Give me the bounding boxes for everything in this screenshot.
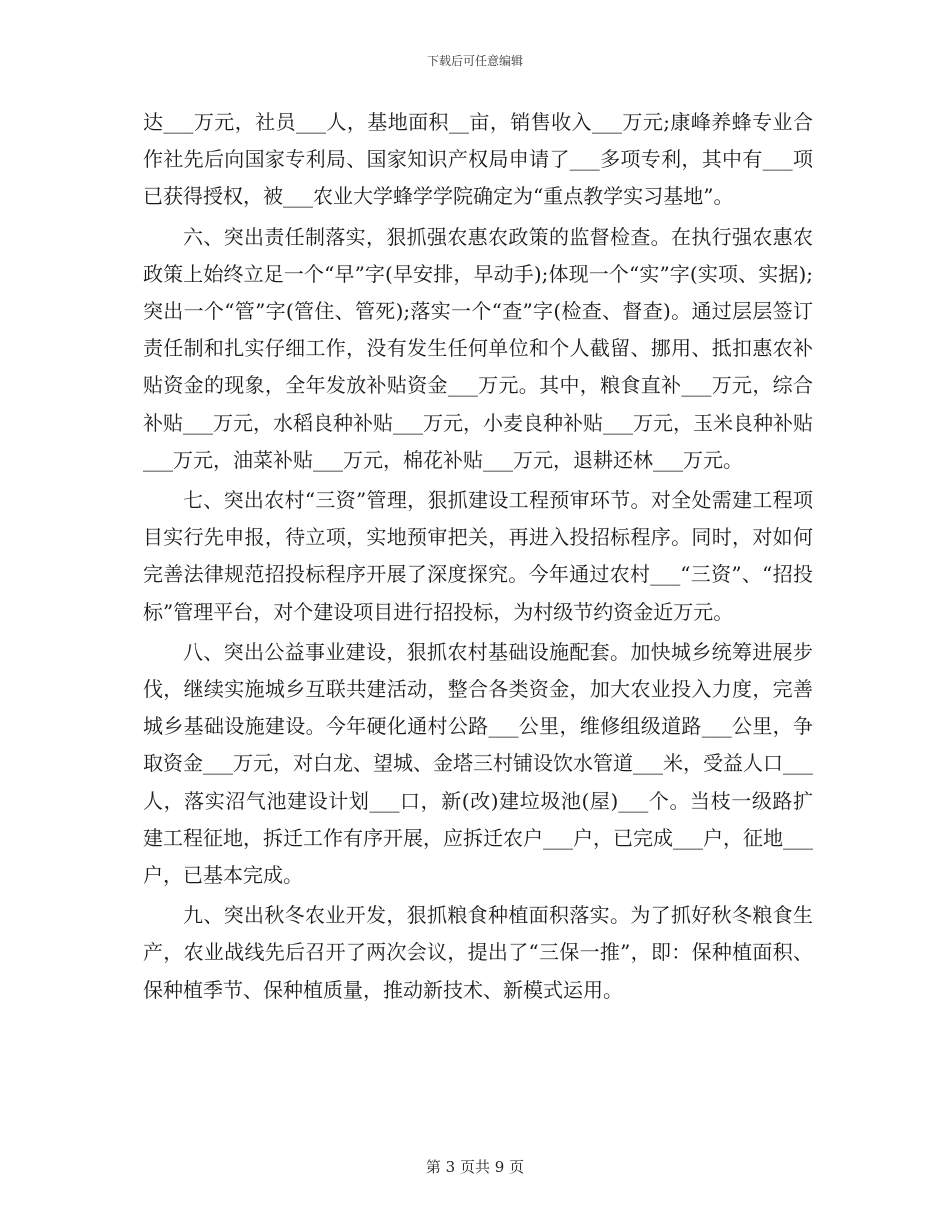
paragraph-continued: 达___万元，社员___人，基地面积__亩，销售收入___万元;康峰养蜂专业合作社先后向国家专利局、国家知识产权局申请了___多项专利，其中有___项已获得授权，被___农业大学蜂学学院确定为“重点教学实习基地”。 — [143, 110, 813, 209]
paragraph-section-8: 八、突出公益事业建设，狠抓农村基础设施配套。加快城乡统筹进展步伐，继续实施城乡互联共建活动，整合各类资金，加大农业投入力度，完善城乡基础设施建设。今年硬化通村公路___公里，维修组级道路___公里，争取资金___万元，对白龙、望城、金塔三村铺设饮水管道___米，受益人口___人，落实沼气池建设计划___口，新(改)建垃圾池(屋)___个。当枝一级路扩建工程征地，拆迁工作有序开展，应拆迁农户___户，已完成___户，征地___户，已基本完成。 — [143, 639, 813, 888]
paragraph-section-7: 七、突出农村“三资”管理，狠抓建设工程预审环节。对全处需建工程项目实行先申报，待立项，实地预审把关，再进入投招标程序。同时，对如何完善法律规范招投标程序开展了深度探究。今年通过农村___“三资”、“招投标”管理平台，对个建设项目进行招投标，为村级节约资金近万元。 — [143, 488, 813, 624]
paragraph-section-6: 六、突出责任制落实，狠抓强农惠农政策的监督检查。在执行强农惠农政策上始终立足一个“早”字(早安排，早动手);体现一个“实”字(实项、实据);突出一个“管”字(管住、管死);落实一个“查”字(检查、督查)。通过层层签订责任制和扎实仔细工作，没有发生任何单位和个人截留、挪用、抵扣惠农补贴资金的现象，全年发放补贴资金___万元。其中，粮食直补___万元，综合补贴___万元，水稻良种补贴___万元，小麦良种补贴___万元，玉米良种补贴___万元，油菜补贴___万元，棉花补贴___万元，退耕还林___万元。 — [143, 224, 813, 472]
paragraph-section-9: 九、突出秋冬农业开发，狠抓粮食种植面积落实。为了抓好秋冬粮食生产，农业战线先后召开了两次会议，提出了“三保一推”，即：保种植面积、保种植季节、保种植质量，推动新技术、新模式运用。 — [143, 903, 813, 1002]
page-number: 第 3 页共 9 页 — [425, 1158, 525, 1176]
page-header: 下载后可任意编辑 — [426, 54, 523, 68]
document-body — [143, 104, 813, 1009]
